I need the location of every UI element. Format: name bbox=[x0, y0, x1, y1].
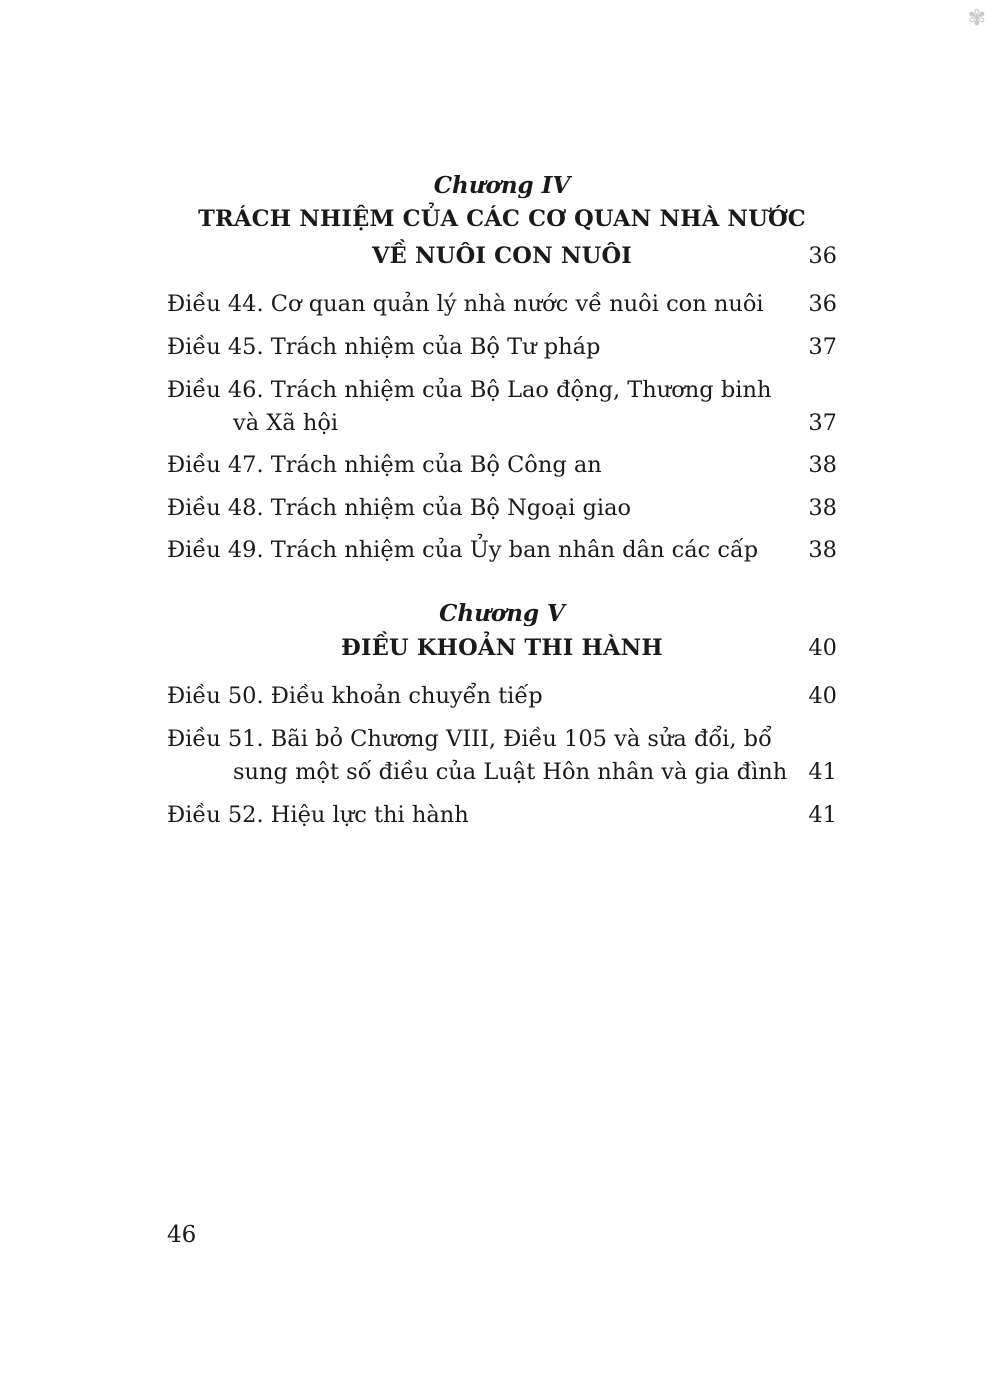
chapter-4-title-row bbox=[167, 243, 837, 269]
toc-entry-page: 37 bbox=[808, 410, 837, 436]
chapter-5-label: Chương V bbox=[439, 600, 565, 627]
chapter-5-page: 40 bbox=[808, 635, 837, 661]
corner-flower-icon: ✾ bbox=[967, 6, 986, 31]
toc-entry-49[interactable] bbox=[167, 537, 837, 563]
toc-entry-page: 40 bbox=[808, 683, 837, 709]
page-number: 46 bbox=[167, 1222, 197, 1248]
toc-entry-text: Điều 46. Trách nhiệm của Bộ Lao động, Thương binh bbox=[167, 377, 772, 403]
toc-entry-text: Điều 49. Trách nhiệm của Ủy ban nhân dân các cấp bbox=[167, 537, 759, 563]
toc-entry-text: Điều 50. Điều khoản chuyển tiếp bbox=[167, 683, 543, 709]
toc-entry-51-continued[interactable] bbox=[167, 759, 837, 785]
toc-entry-continuation: sung một số điều của Luật Hôn nhân và gia đình bbox=[233, 759, 788, 785]
chapter-4-label: Chương IV bbox=[433, 172, 571, 199]
toc-entry-text: Điều 44. Cơ quan quản lý nhà nước về nuôi con nuôi bbox=[167, 291, 764, 317]
chapter-4-page: 36 bbox=[808, 243, 837, 269]
toc-entry-51[interactable] bbox=[167, 726, 837, 752]
toc-entry-text: Điều 52. Hiệu lực thi hành bbox=[167, 802, 469, 828]
toc-entry-45[interactable] bbox=[167, 334, 837, 360]
toc-entry-46-continued[interactable] bbox=[167, 410, 837, 436]
toc-entry-50[interactable] bbox=[167, 683, 837, 709]
toc-entry-page: 38 bbox=[808, 537, 837, 563]
toc-entry-page: 41 bbox=[808, 802, 837, 828]
toc-entry-page: 37 bbox=[808, 334, 837, 360]
toc-entry-52[interactable] bbox=[167, 802, 837, 828]
chapter-5-title: ĐIỀU KHOẢN THI HÀNH bbox=[341, 635, 663, 661]
toc-entry-48[interactable] bbox=[167, 495, 837, 521]
chapter-5-title-row bbox=[167, 635, 837, 661]
toc-entry-page: 38 bbox=[808, 452, 837, 478]
toc-entry-text: Điều 45. Trách nhiệm của Bộ Tư pháp bbox=[167, 334, 601, 360]
toc-entry-continuation: và Xã hội bbox=[233, 410, 339, 436]
toc-entry-44[interactable] bbox=[167, 291, 837, 317]
chapter-4-title-line1: TRÁCH NHIỆM CỦA CÁC CƠ QUAN NHÀ NƯỚC bbox=[198, 206, 806, 232]
toc-entry-47[interactable] bbox=[167, 452, 837, 478]
toc-entry-text: Điều 47. Trách nhiệm của Bộ Công an bbox=[167, 452, 602, 478]
toc-entry-46[interactable] bbox=[167, 377, 837, 403]
toc-entry-page: 41 bbox=[808, 759, 837, 785]
toc-entry-page: 36 bbox=[808, 291, 837, 317]
toc-entry-text: Điều 51. Bãi bỏ Chương VIII, Điều 105 và sửa đổi, bổ bbox=[167, 726, 772, 752]
chapter-4-title-line2: VỀ NUÔI CON NUÔI bbox=[371, 243, 632, 269]
toc-entry-page: 38 bbox=[808, 495, 837, 521]
toc-entry-text: Điều 48. Trách nhiệm của Bộ Ngoại giao bbox=[167, 495, 632, 521]
